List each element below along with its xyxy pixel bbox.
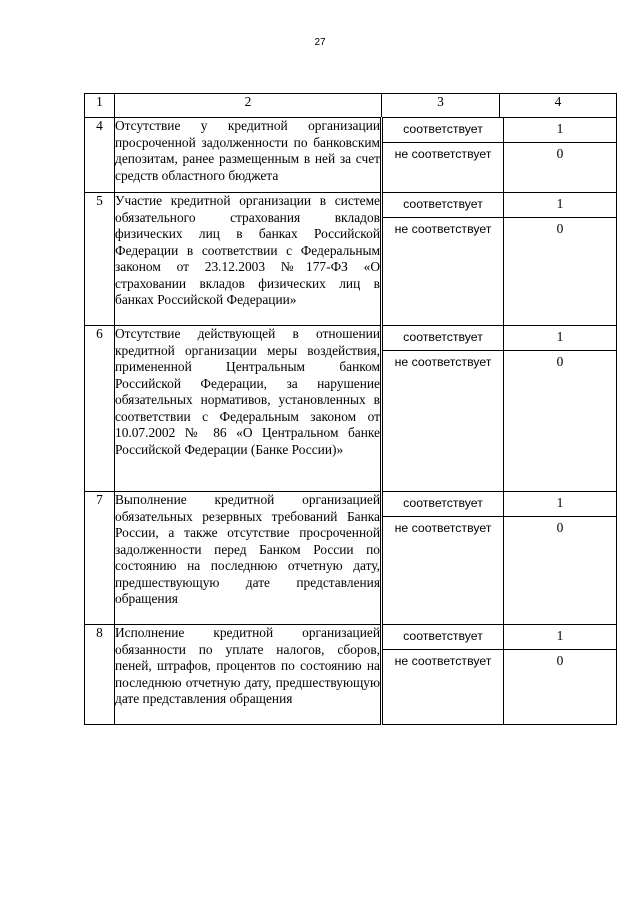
option-score: 1 xyxy=(556,628,564,643)
criterion-text: Отсутствие у кредитной организации просроченной задолженности по банковским депозитам, ранее размещенным в ней за счет средств областного бюджета xyxy=(115,118,382,193)
header-cell: 3 xyxy=(382,94,500,118)
option-score: 0 xyxy=(556,520,564,535)
option-label: не соответствует xyxy=(383,650,504,724)
option-score: 0 xyxy=(556,354,564,369)
header-cell: 2 xyxy=(115,94,382,118)
criterion-text: Выполнение кредитной организацией обязательных резервных требований Банка России, а также отсутствие просроченной задолженности перед Банком России по состоянию на последнюю отчетную дату, предшествующую дате представления обращения xyxy=(115,492,382,625)
option-score: 1 xyxy=(556,196,564,211)
option-label: не соответствует xyxy=(383,143,504,192)
option-label: соответствует xyxy=(383,625,504,649)
table-row xyxy=(85,492,617,625)
option-row xyxy=(383,625,616,650)
header-cell: 4 xyxy=(500,94,617,118)
option-row xyxy=(383,218,616,325)
option-score: 0 xyxy=(556,146,564,161)
row-number: 4 xyxy=(85,118,115,193)
option-label: не соответствует xyxy=(383,351,504,491)
options-cell xyxy=(382,625,617,725)
criteria-table xyxy=(84,93,617,725)
row-number: 7 xyxy=(85,492,115,625)
option-score: 0 xyxy=(556,221,564,236)
option-row xyxy=(383,193,616,218)
option-score: 1 xyxy=(556,495,564,510)
header-cell: 1 xyxy=(85,94,115,118)
option-row xyxy=(383,326,616,351)
criterion-text: Отсутствие действующей в отношении кредитной организации меры воздействия, примененной Центральным банком Российской Федерации, за нарушение обязательных нормативов, установленных в соответствии с Федеральным законом от 10.07.2002 № 86 «О Центральном банке Российской Федерации (Банке России)» xyxy=(115,326,382,492)
options-cell xyxy=(382,118,617,193)
criterion-text: Участие кредитной организации в системе обязательного страхования вкладов физических лиц в банках Российской Федерации в соответствии с Федеральным законом от 23.12.2003 №177-ФЗ «О страховании вкладов физических лиц в банках Российской Федерации» xyxy=(115,193,382,326)
option-label: соответствует xyxy=(383,326,504,350)
option-row xyxy=(383,650,616,724)
option-label: соответствует xyxy=(383,193,504,217)
option-row xyxy=(383,118,616,143)
option-score: 1 xyxy=(556,329,564,344)
table-header-row xyxy=(85,94,617,118)
option-row xyxy=(383,143,616,192)
table-row xyxy=(85,326,617,492)
option-row xyxy=(383,351,616,491)
options-cell xyxy=(382,193,617,326)
option-row xyxy=(383,517,616,624)
table-row xyxy=(85,118,617,193)
option-label: соответствует xyxy=(383,118,504,142)
table-row xyxy=(85,625,617,725)
page-number: 27 xyxy=(314,37,326,48)
option-label: соответствует xyxy=(383,492,504,516)
table-row xyxy=(85,193,617,326)
row-number: 5 xyxy=(85,193,115,326)
option-score: 1 xyxy=(556,121,564,136)
options-cell xyxy=(382,326,617,492)
option-label: не соответствует xyxy=(383,218,504,325)
option-row xyxy=(383,492,616,517)
row-number: 8 xyxy=(85,625,115,725)
criterion-text: Исполнение кредитной организацией обязанности по уплате налогов, сборов, пеней, штрафов, процентов по состоянию на последнюю отчетную дату, предшествующую дате представления обращения xyxy=(115,625,382,725)
option-label: не соответствует xyxy=(383,517,504,624)
row-number: 6 xyxy=(85,326,115,492)
option-score: 0 xyxy=(556,653,564,668)
options-cell xyxy=(382,492,617,625)
